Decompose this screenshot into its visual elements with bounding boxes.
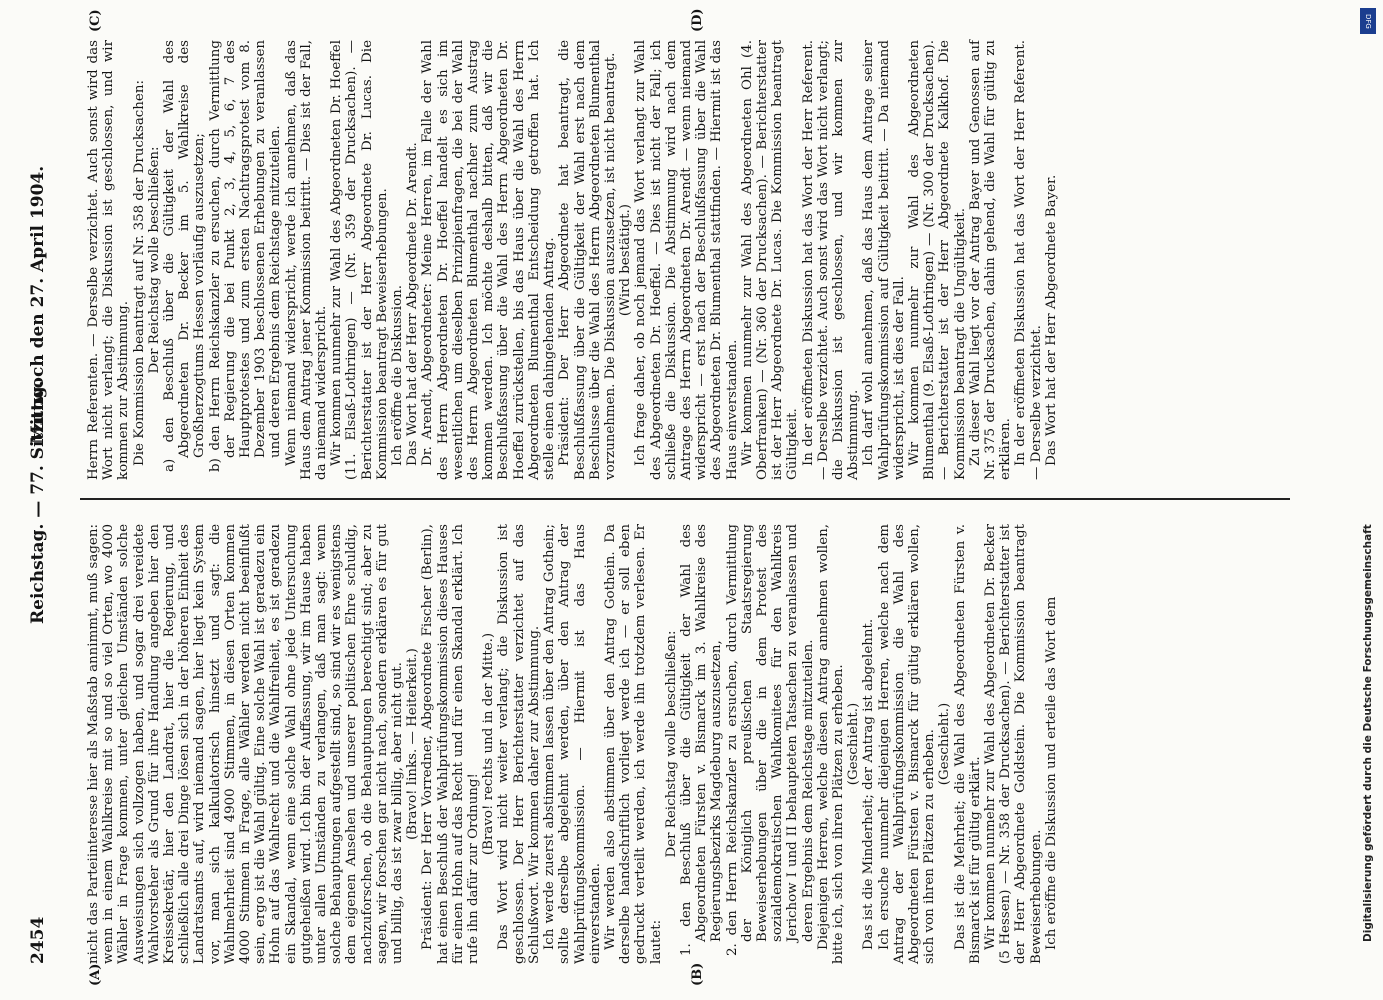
paragraph: Wir kommen nunmehr zur Wahl des Abgeordneten Dr. Hoeffel (11. Elsaß-Lothringen) — (Nr. 359 der Drucksachen). — Berichterstatter ist der Herr Abgeordnete Dr. Lucas. Die Kommission beantragt Beweiserhebungen. (329, 40, 390, 480)
paragraph: Das Wort hat der Herr Abgeordnete Bayer. (1043, 174, 1059, 466)
paragraph: Wenn niemand widerspricht, werde ich annehmen, daß das Haus dem Antrag jener Kommission beitritt. — Dies ist der Fall, da niemand widerspricht. (283, 40, 330, 480)
action-note: (Wird bestätigt.) (618, 203, 634, 317)
paragraph: Das ist die Mehrheit; die Wahl des Abgeordneten Fürsten v. Bismarck ist für gültig erklärt. (952, 524, 983, 964)
margin-marker-a: (A) (88, 963, 103, 986)
column-divider (80, 498, 1290, 500)
paragraph: Ich darf wohl annehmen, daß das Haus dem Antrage seiner Wahlprüfungskommission auf Gültigkeit beitritt. — Da niemand widerspricht, ist dies der Fall. (861, 40, 907, 480)
paragraph: Präsident: Der Herr Abgeordnete hat beantragt, die Beschlußfassung über die Gültigkeit der Wahl erst nach dem Beschlusse über die Wahl des Herrn Abgeordneten Blumenthal vorzunehmen. Die Diskussion auszusetzen, ist nicht beantragt. (557, 40, 618, 480)
header-title-right: Mittwoch den 27. April 1904. (28, 165, 48, 444)
applause-note: (Bravo! links. — Heiterkeit.) (405, 648, 421, 840)
paragraph: Zu dieser Wahl liegt vor der Antrag Bayer und Genossen auf Nr. 375 der Drucksachen, dahin gehend, die Wahl für gültig zu erklären. (967, 40, 1014, 480)
margin-marker-d: (D) (690, 8, 705, 32)
paragraph: Ich frage daher, ob noch jemand das Wort verlangt zur Wahl des Abgeordneten Dr. Hoeffel. — Dies ist nicht der Fall; ich schließe die Diskussion. Die Abstimmung wird nach dem Antrage des Herrn Abgeordneten Dr. Arendt — wenn niemand widerspricht — erst nach der Beschlußfassung über die Wahl des Abgeordneten Dr. Blumenthal stattfinden. — Hiermit ist das Haus einverstanden. (633, 40, 740, 480)
motion-item: 1. den Beschluß über die Gültigkeit der Wahl des Abgeordneten Fürsten v. Bismarck im 3. Wahlkreise des Regierungsbezirks Magdeburg auszusetzen, (678, 524, 725, 956)
dfg-logo: DFG (1360, 8, 1376, 34)
paragraph: Ich eröffne die Diskussion und erteile das Wort dem (1043, 596, 1059, 950)
page-number: 2454 (28, 916, 48, 964)
paragraph: Dr. Arendt, Abgeordneter: Meine Herren, im Falle der Wahl des Herrn Abgeordneten Dr. Hoeffel handelt es sich im wesentlichen um dieselben Prinzipienfragen, die bei der Wahl des Herrn Abgeordneten Blumenthal nachher zum Austrag kommen werden. Ich möchte deshalb bitten, daß wir die Beschlußfassung über die Wahl des Herrn Abgeordneten Dr. Hoeffel zurückstellen, bis das Haus über die Wahl des Herrn Abgeordneten Blumenthal Entscheidung getroffen hat. Ich stelle einen dahingehenden Antrag. (420, 40, 558, 480)
paragraph: In der eröffneten Diskussion hat das Wort der Herr Referent. — Derselbe verzichtet. Auch sonst wird das Wort nicht verlangt; die Diskussion ist geschlossen, und wir kommen zur Abstimmung. (800, 40, 862, 480)
paragraph: Präsident: Der Herr Vorredner, Abgeordnete Fischer (Berlin), hat einen Beschluß der Wahlprüfungskommission dieses Hauses für einen Hohn auf das Recht und für einen Skandal erklärt. Ich rufe ihn dafür zur Ordnung! (420, 524, 482, 964)
paragraph: Das ist die Minderheit; der Antrag ist abgelehnt. (861, 618, 877, 950)
paragraph: Ich ersuche nunmehr diejenigen Herren, welche nach dem Antrag der Wahlprüfungskommission die Wahl des Abgeordneten Fürsten v. Bismarck für gültig erklären wollen, sich von ihren Plätzen zu erheben. (876, 524, 938, 964)
paragraph: Ich eröffne die Diskussion. (390, 284, 406, 466)
paragraph: Das Wort hat der Herr Abgeordnete Dr. Arendt. (405, 142, 421, 466)
motion-item: 2. den Herrn Reichskanzler zu ersuchen, durch Vermittlung der Königlich preußischen Staatsregierung Beweiserhebungen über die in dem Protest des sozialdemokratischen Wahlkomitees für den Wahlkreis Jerichow I und II behaupteten Tatsachen zu veranlassen und deren Ergebnis dem Reichstage mitzuteilen. (724, 524, 816, 956)
action-note: (Geschieht.) (846, 702, 862, 786)
paragraph: Diejenigen Herren, welche diesen Antrag annehmen wollen, bitte ich, sich von ihren Plätzen zu erheben. (815, 524, 846, 964)
motion-intro: Der Reichstag wolle beschließen: (146, 146, 162, 374)
paragraph: Wir kommen nunmehr zur Wahl des Abgeordneten Blumenthal (9. Elsaß-Lothringen) — (Nr. 300 der Drucksachen). — Berichterstatter ist der Herr Abgeordnete Kalkhof. Die Kommission beantragt die Ungültigkeit. (906, 40, 968, 480)
motion-item: b) den Herrn Reichskanzler zu ersuchen, durch Vermittlung der Regierung die bei Punkt 2, 3, 4, 5, 6, 7 des Hauptprotestes und zum ersten Nachtragsprotest vom 8. Dezember 1903 beschlossenen Erhebungen zu veranlassen und deren Ergebnis dem Reichstage mitzuteilen. (207, 40, 284, 472)
digitization-note: Digitalisierung gefördert durch die Deutsche Forschungsgemeinschaft (1362, 524, 1374, 942)
margin-marker-b: (B) (690, 962, 705, 986)
paragraph: nicht das Parteiinteresse hier als Maßstab annimmt, muß sagen: wenn in einem Wahlkreise mit so und so viel Orten, wo 4000 Wähler in Frage kommen, unter gleichen Umständen solche Ausweisungen sich vollzogen haben, und sogar drei vereidete Wahlvorsteher als Grund für ihre Handlung angeben hier den Kreissekretär, hier den Landrat, hier die Regierung, und schließlich alle drei Dinge lösen sich in der höheren Einheit des Landratsamts auf, wird niemand sagen, hier liegt kein System vor, man sich kalkulatorisch hinsetzt und sagt: die Wahlmehrheit sind 4900 Stimmen, in diesen Orten kommen 4000 Stimmen in Frage, alle Wähler werden nicht beeinflußt sein, ergo ist die Wahl gültig. Eine solche Wahl ist geradezu ein Hohn auf das Wahlrecht und die Wahlfreiheit, es ist geradezu ein Skandal, wenn eine solche Wahl ohne jede Untersuchung gutgeheißen wird. Ich bin der Auffassung, wir im Hause haben unter allen Umständen zu verlangen, daß man sagt: wenn solche Behauptungen aufgestellt sind, so sind wir es wenigstens dem eigenen Ansehen und unserer politischen Ehre schuldig, nachzuforschen, ob die Behauptungen berechtigt sind; aber zu sagen, wir forschen gar nicht nach, sondern erklären es für gut und billig, das ist zwar billig, aber nicht gut. (86, 524, 406, 964)
action-note: (Geschieht.) (937, 702, 953, 786)
header-title-left: Reichstag. — 77. Sitzung. (28, 380, 48, 624)
page-header (18, 34, 58, 964)
applause-note: (Bravo! rechts und in der Mitte.) (481, 632, 497, 856)
motion-item: a) den Beschluß über die Gültigkeit der Wahl des Abgeordneten Dr. Becker im 5. Wahlkreise des Großherzogtums Hessen vorläufig auszusetzen; (162, 40, 208, 472)
paragraph: Wir kommen nunmehr zur Wahl des Abgeordneten Dr. Becker (5 Hessen) — Nr. 358 der Drucksachen). — Berichterstatter ist der Herr Abgeordnete Goldstein. Die Kommission beantragt Beweiserhebungen. (982, 524, 1044, 964)
right-column (86, 40, 1059, 480)
margin-marker-c: (C) (88, 9, 103, 32)
paragraph: Ich werde zuerst abstimmen lassen über den Antrag Gothein; sollte derselbe abgelehnt werden, über den Antrag der Wahlprüfungskommission. — Hiermit ist das Haus einverstanden. (542, 524, 603, 964)
left-column (86, 524, 1059, 964)
paragraph: Herrn Referenten. — Derselbe verzichtet. Auch sonst wird das Wort nicht verlangt; die Diskussion ist geschlossen, und wir kommen zur Abstimmung. (86, 40, 132, 480)
paragraph: Wir kommen nunmehr zur Wahl des Abgeordneten Ohl (4. Oberfranken) — (Nr. 360 der Drucksachen). — Berichterstatter ist der Herr Abgeordnete Dr. Lucas. Die Kommission beantragt Gültigkeit. (739, 40, 801, 480)
paragraph: Das Wort wird nicht weiter verlangt; die Diskussion ist geschlossen. Der Herr Berichterstatter verzichtet auf das Schlußwort. Wir kommen daher zur Abstimmung. (496, 524, 542, 964)
paragraph: Wir werden also abstimmen über den Antrag Gothein. Da derselbe handschriftlich vorliegt werde ich — er soll eben gedruckt verteilt werden, ich werde ihn trotzdem verlesen. Er lautet: (602, 524, 664, 964)
paragraph: Die Kommission beantragt auf Nr. 358 der Drucksachen: (131, 80, 147, 466)
paragraph: In der eröffneten Diskussion hat das Wort der Herr Referent. — Derselbe verzichtet. (1013, 40, 1044, 480)
motion-intro: Der Reichstag wolle beschließen: (663, 630, 679, 858)
